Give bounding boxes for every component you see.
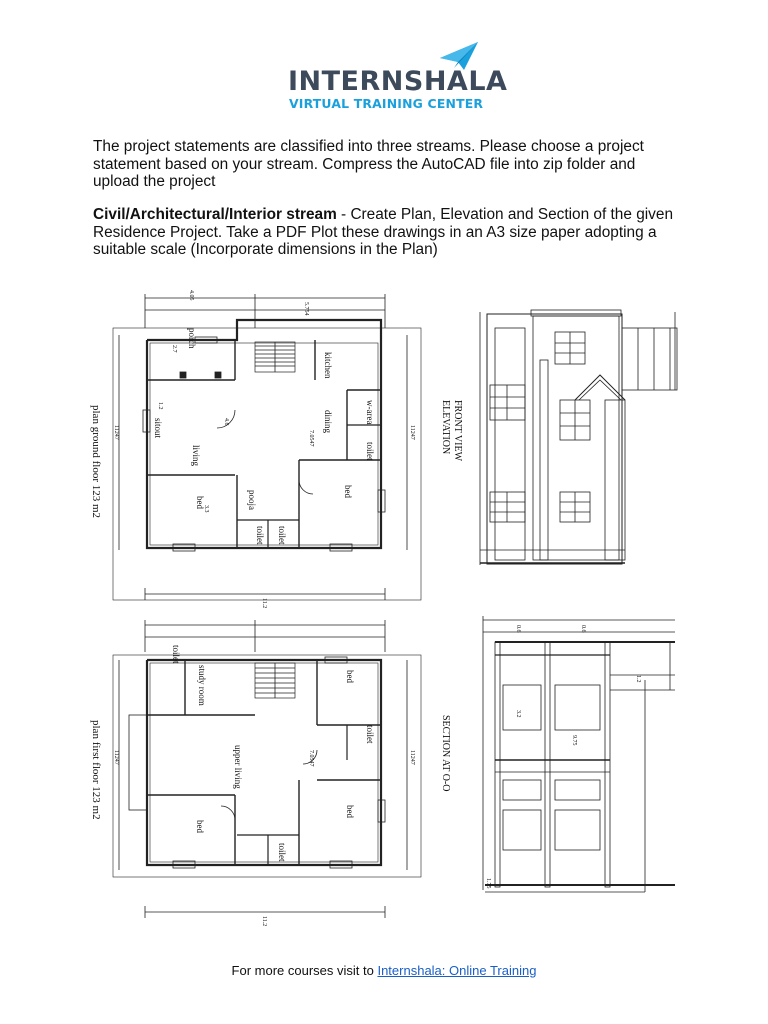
dim-label: 4.6 — [223, 418, 229, 426]
first-plan-title: plan first floor 123 m2 — [90, 720, 102, 820]
dim-label: 11.2 — [261, 598, 267, 609]
room-study: study room — [197, 665, 207, 706]
room-toilet-g1: toilet — [365, 442, 375, 461]
dim-label: 3.3 — [203, 505, 209, 513]
dim-label: 3.2 — [515, 710, 521, 718]
room-bed-f1: bed — [345, 670, 355, 683]
room-dining: dining — [323, 410, 333, 434]
logo-tagline: VIRTUAL TRAINING CENTER — [289, 96, 484, 111]
room-bed-g1: bed — [195, 496, 205, 509]
dim-label: 2.7 — [171, 345, 177, 353]
dim-label: 11247 — [113, 425, 119, 440]
dim-label: 1.75 — [485, 878, 491, 889]
dim-label: 11247 — [409, 425, 415, 440]
room-toilet-f3: toilet — [277, 843, 287, 862]
cad-drawings — [85, 280, 695, 927]
logo-brand: INTERNSHALA — [288, 66, 508, 97]
room-bed-g2: bed — [343, 485, 353, 498]
elevation-subtitle: FRONT VIEW — [452, 400, 463, 462]
dim-label: 11247 — [113, 750, 119, 765]
room-porch: porch — [187, 328, 197, 349]
room-pooja: pooja — [247, 490, 257, 510]
stream-text: - Create Plan, Elevation and Section of the given Residence Project. Take a PDF Plot these drawings in an A3 size paper adopting a suitable scale (Incorporate dimensions in the Plan) — [93, 206, 673, 258]
dim-label: 0.6 — [515, 625, 521, 633]
room-toilet-f1: toilet — [171, 645, 181, 664]
room-toilet-g2: toilet — [255, 526, 265, 545]
first-floor-plan — [113, 620, 421, 918]
stream-paragraph — [93, 206, 683, 259]
internshala-logo — [288, 40, 508, 111]
dim-label: 9.75 — [571, 735, 577, 746]
ground-plan-title: plan ground floor 123 m2 — [90, 405, 102, 519]
dim-label: 0.6 — [580, 625, 586, 633]
room-sitout: sitout — [153, 418, 163, 439]
dim-label: 1.2 — [635, 675, 641, 683]
stream-title: Civil/Architectural/Interior stream — [93, 206, 337, 223]
dim-label: 7.0547 — [308, 750, 314, 767]
online-training-link[interactable]: Internshala: Online Training — [377, 963, 537, 978]
footer — [0, 963, 768, 978]
elevation-title: ELEVATION — [440, 400, 451, 455]
room-bed-f2: bed — [195, 820, 205, 833]
room-kitchen: kitchen — [323, 352, 333, 379]
room-toilet-g3: toilet — [277, 526, 287, 545]
dim-label: 5.754 — [303, 302, 309, 316]
room-workarea: w-area — [365, 400, 375, 425]
room-living: living — [191, 445, 201, 467]
section-drawing — [483, 616, 675, 892]
intro-paragraph: The project statements are classified into three streams. Please choose a project statement based on your stream. Compress the AutoCAD file into zip folder and upload the project — [93, 138, 644, 190]
room-upper-living: upper living — [233, 745, 243, 789]
dim-label: 11247 — [409, 750, 415, 765]
dim-label: 11.2 — [261, 916, 267, 927]
room-bed-f3: bed — [345, 805, 355, 818]
front-elevation — [480, 310, 677, 565]
dim-label: 4.05 — [188, 290, 194, 301]
dim-label: 1.2 — [157, 402, 163, 410]
dim-label: 7.0547 — [308, 430, 314, 447]
footer-text: For more courses visit to — [231, 963, 378, 978]
room-toilet-f2: toilet — [365, 725, 375, 744]
section-title: SECTION AT O-O — [440, 715, 451, 792]
